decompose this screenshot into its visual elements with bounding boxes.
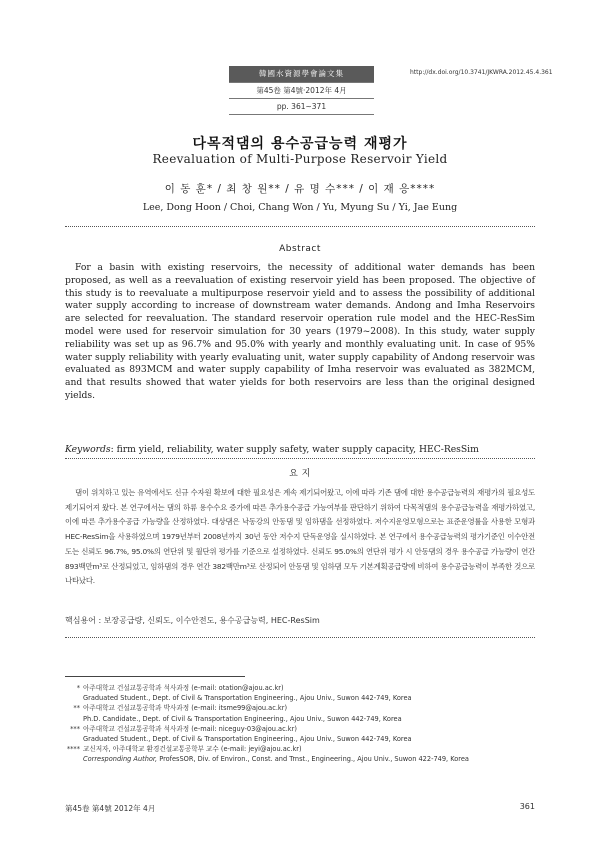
abstract-text: For a basin with existing reservoirs, the necessity of additional water demands has been proposed, as well as a reevaluation of existing reservoir yield has been proposed. The objective of this study is to reevaluate a multipurpose reservoir yield and to assess the possibility of additional water supply according to increase of downstream water demands. Andong and Imha Reservoirs are selected for reevaluation. The standard reservoir operation rule model and the HEC-ResSim model were used for reservoir simulation for 30 years (1979~2008). In this study, water supply reliability was set up as 96.7% and 95.0% with yearly and monthly evaluating unit. In case of 95% water supply reliability with yearly evaluating unit, water supply capability of Andong reservoir was evaluated as 893MCM and water supply capability of Imha reservoir was evaluated as 382MCM, and that results showed that water yields for both reservoirs are less than the original designed yields. (65, 262, 535, 401)
title-english: Reevaluation of Multi-Purpose Reservoir Yield (152, 152, 448, 166)
footnote-2-en: Ph.D. Candidate., Dept. of Civil & Transportation Engineering., Ajou Univ., Suwon 442-749, Korea (83, 714, 402, 723)
summary-heading: 요 지 (289, 469, 311, 479)
footnote-2-ko: ** 아주대학교 건설교통공학과 박사과정 (e-mail: itsme99@ajou.ac.kr) (73, 704, 288, 713)
footnote-rule (65, 676, 245, 677)
page-number: 361 (519, 802, 535, 811)
authors-korean: 이 동 훈* / 최 창 원** / 유 명 수*** / 이 재 응**** (164, 183, 436, 195)
title-korean: 다목적댐의 용수공급능력 재평가 (192, 136, 408, 152)
keywords (65, 444, 535, 455)
journal-volume-issue: 第45卷 第4號·2012年 4月 (229, 82, 374, 99)
journal-name: 韓國水資源學會論文集 (229, 66, 374, 82)
footer-journal-issue: 第45卷 第4號 2012年 4月 (65, 804, 156, 813)
summary-korean-text: 댐이 위치하고 있는 유역에서도 신규 수자원 확보에 대한 필요성은 계속 제기되어왔고, 이에 따라 기존 댐에 대한 용수공급능력의 재평가의 필요성도 제기되어져 왔다. 본 연구에서는 댐의 하류 용수수요 증가에 따른 추가용수공급 가능여부를 판단하기 위하여 다목적댐의 용수공급능력을 재평가하였고, 이에 따른 추가용수공급 가능량을 산정하였다. 대상댐은 낙동강의 안동댐 및 임하댐을 선정하였다. 저수지운영모형으로는 표준운영률을 사용한 모형과 HEC-ResSim을 사용하였으며 1979년부터 2008년까지 30년 동안 저수지 단독운영을 실시하였다. 본 연구에서 용수공급능력의 평가기준인 이수안전도는 신뢰도 96.7%, 95.0%의 연단위 및 월단위 평가를 기준으로 설정하였다. 신뢰도 95.0%의 연단위 평가 시 안동댐의 경우 용수공급 가능량이 연간 893백만m³로 산정되었고, 임하댐의 경우 연간 382백만m³로 산정되어 안동댐 및 임하댐 모두 기본계획공급량에 비하여 용수공급능력이 부족한 것으로 나타났다. (65, 488, 535, 586)
footnote-1-en: Graduated Student., Dept. of Civil & Transportation Engineering., Ajou Univ., Suwon 442-749, Korea (83, 694, 412, 703)
footnote-3-en: Graduated Student., Dept. of Civil & Transportation Engineering., Ajou Univ., Suwon 442-749, Korea (83, 735, 412, 744)
authors-english: Lee, Dong Hoon / Choi, Chang Won / Yu, Myung Su / Yi, Jae Eung (142, 202, 458, 213)
divider-top (65, 226, 535, 227)
keywords-list: : firm yield, reliability, water supply safety, water supply capacity, HEC-ResSim (110, 444, 479, 455)
journal-pages: pp. 361~371 (229, 99, 374, 115)
divider-middle (65, 458, 535, 459)
footnote-4-en: Corresponding Author, ProfesSOR, Div. of Environ., Const. and Trnst., Engineering., Ajou Univ., Suwon 422-749, Korea (83, 755, 469, 764)
keywords-label: Keywords (65, 444, 111, 455)
divider-bottom (65, 637, 535, 638)
footnote-3-ko: *** 아주대학교 건설교통공학과 석사과정 (e-mail: niceguy-03@ajou.ac.kr) (70, 724, 297, 733)
footnote-4-ko: **** 교신저자, 아주대학교 환경건설교통공학부 교수 (e-mail: jeyi@ajou.ac.kr) (66, 745, 302, 754)
footnotes (65, 683, 545, 765)
abstract-heading: Abstract (279, 244, 321, 254)
footnote-1-ko: * 아주대학교 건설교통공학과 석사과정 (e-mail: otation@ajou.ac.kr) (76, 684, 284, 692)
keywords-korean: 핵심용어 : 보장공급량, 신뢰도, 이수안전도, 용수공급능력, HEC-ResSim (65, 616, 320, 625)
journal-info-box (229, 66, 374, 115)
doi-link[interactable]: http://dx.doi.org/10.3741/JKWRA.2012.45.4.361 (410, 69, 553, 76)
